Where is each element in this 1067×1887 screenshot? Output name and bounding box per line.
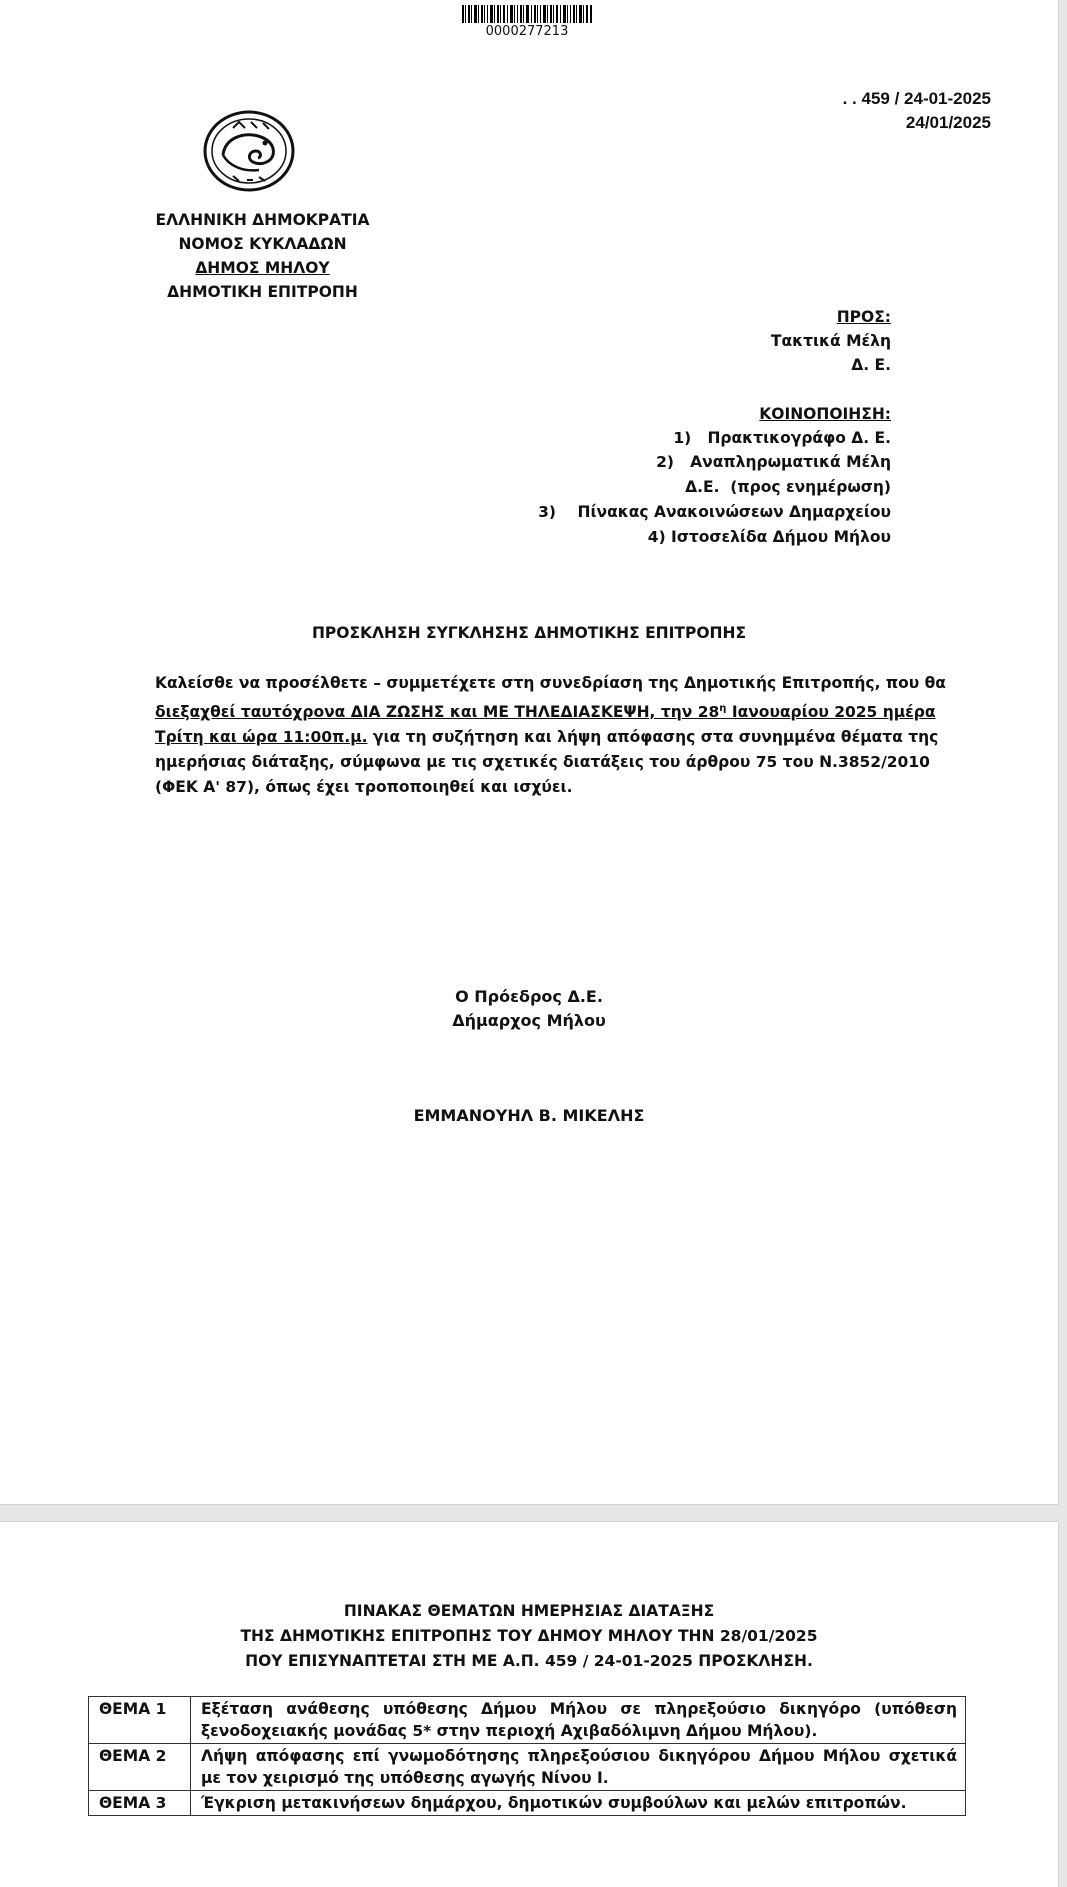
agenda-reference: ΠΟΥ ΕΠΙΣΥΝΑΠΤΕΤΑΙ ΣΤΗ ΜΕ Α.Π. 459 / 24-01-2025 ΠΡΟΣΚΛΗΣΗ. — [245, 1652, 813, 1670]
copy-item: 4) Ιστοσελίδα Δήμου Μήλου — [647, 528, 891, 546]
copy-item: 1) Πρακτικογράφο Δ. Ε. — [673, 429, 891, 447]
invitation-title: ΠΡΟΣΚΛΗΣΗ ΣΥΓΚΛΗΣΗΣ ΔΗΜΟΤΙΚΗΣ ΕΠΙΤΡΟΠΗΣ — [311, 624, 747, 642]
copies-heading: ΚΟΙΝΟΠΟΙΗΣΗ: — [759, 405, 891, 423]
agenda-item-key: ΘΕΜΑ 2 — [89, 1744, 191, 1791]
body-line — [155, 696, 936, 725]
meeting-time: Τρίτη και ώρα 11:00π.μ. — [155, 728, 368, 747]
body-line: Καλείσθε να προσέλθετε – συμμετέχετε στη συνεδρίαση της Δημοτικής Επιτροπής, που θα — [155, 674, 946, 692]
document-date: 24/01/2025 — [905, 113, 991, 132]
copy-item: Δ.Ε. (προς ενημέρωση) — [685, 478, 891, 496]
invitation-body — [155, 671, 946, 800]
agenda-item-text: Έγκριση μετακινήσεων δημάρχου, δημοτικών συμβούλων και μελών επιτροπών. — [191, 1791, 966, 1816]
agenda-subtitle: ΤΗΣ ΔΗΜΟΤΙΚΗΣ ΕΠΙΤΡΟΠΗΣ ΤΟΥ ΔΗΜΟΥ ΜΗΛΟΥ ΤΗΝ 28/01/2025 — [240, 1627, 818, 1645]
org-line-municipality: ΔΗΜΟΣ ΜΗΛΟΥ — [195, 259, 330, 277]
body-line-text: Ιανουαρίου 2025 ημέρα — [726, 703, 936, 722]
barcode — [462, 5, 592, 23]
table-row — [89, 1744, 966, 1791]
copy-item: 3) Πίνακας Ανακοινώσεων Δημαρχείου — [538, 503, 891, 521]
org-line-prefecture: ΝΟΜΟΣ ΚΥΚΛΑΔΩΝ — [178, 235, 347, 253]
municipal-seal-icon — [203, 110, 295, 192]
org-line-country: ΕΛΛΗΝΙΚΗ ΔΗΜΟΚΡΑΤΙΑ — [155, 211, 370, 229]
recipients-heading: ΠΡΟΣ: — [836, 308, 891, 326]
body-line-text: για τη συζήτηση και λήψη απόφασης στα συνημμένα θέματα της — [367, 728, 939, 747]
table-row — [89, 1697, 966, 1744]
signatory-title: Δήμαρχος Μήλου — [452, 1011, 606, 1030]
body-line: (ΦΕΚ Α' 87), όπως έχει τροποποιηθεί και ισχύει. — [155, 778, 573, 797]
agenda-table — [88, 1696, 966, 1816]
recipient-line: Δ. Ε. — [851, 356, 891, 374]
body-line-text: διεξαχθεί ταυτόχρονα ΔΙΑ ΖΩΣΗΣ και ΜΕ ΤΗΛΕΔΙΑΣΚΕΨΗ, την 28 — [155, 703, 720, 722]
body-line: ημερήσιας διάταξης, σύμφωνα με τις σχετικές διατάξεις του άρθρου 75 του Ν.3852/2010 — [155, 753, 930, 772]
signatory-role: Ο Πρόεδρος Δ.Ε. — [455, 987, 603, 1006]
barcode-number: 0000277213 — [485, 24, 569, 39]
agenda-item-text: Εξέταση ανάθεσης υπόθεσης Δήμου Μήλου σε πληρεξούσιο δικηγόρο (υπόθεση ξενοδοχειακής μονάδας 5* στην περιοχή Αχιβαδόλιμνη Δήμου Μήλου). — [191, 1697, 966, 1744]
copy-item: 2) Αναπληρωματικά Μέλη — [656, 453, 891, 471]
agenda-item-key: ΘΕΜΑ 1 — [89, 1697, 191, 1744]
table-row — [89, 1791, 966, 1816]
agenda-title: ΠΙΝΑΚΑΣ ΘΕΜΑΤΩΝ ΗΜΕΡΗΣΙΑΣ ΔΙΑΤΑΞΗΣ — [343, 1602, 715, 1620]
agenda-item-text: Λήψη απόφασης επί γνωμοδότησης πληρεξούσιου δικηγόρου Δήμου Μήλου σχετικά με τον χειρισμό της υπόθεσης αγωγής Νίνου Ι. — [191, 1744, 966, 1791]
body-line — [155, 725, 939, 750]
protocol-number: . . 459 / 24-01-2025 — [842, 89, 991, 108]
agenda-item-key: ΘΕΜΑ 3 — [89, 1791, 191, 1816]
ordinal-suffix: η — [719, 703, 727, 714]
org-line-committee: ΔΗΜΟΤΙΚΗ ΕΠΙΤΡΟΠΗ — [167, 283, 358, 301]
signatory-name: ΕΜΜΑΝΟΥΗΛ Β. ΜΙΚΕΛΗΣ — [413, 1106, 645, 1125]
recipient-line: Τακτικά Μέλη — [770, 332, 891, 350]
